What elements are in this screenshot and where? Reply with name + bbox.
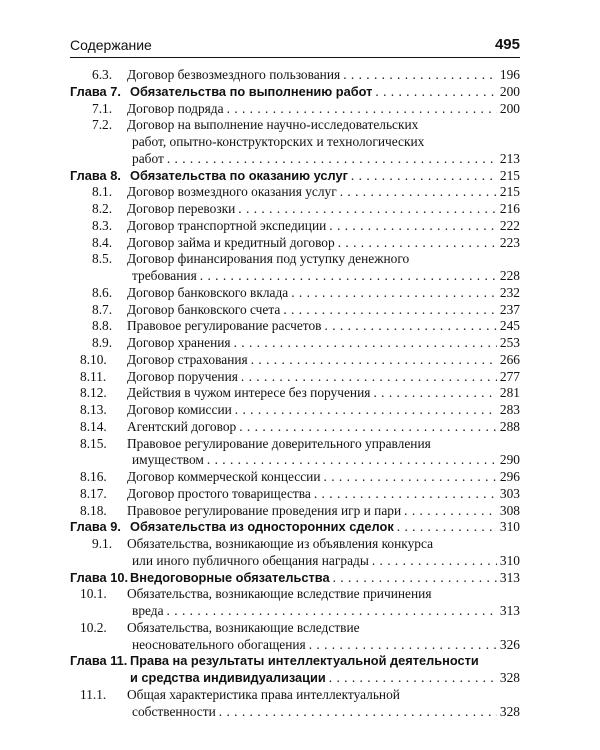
toc-chapter-line: [70, 570, 520, 587]
toc-page-number: 266: [499, 351, 520, 367]
section-number: 8.17.: [80, 485, 107, 501]
toc-entry-line: [70, 218, 520, 235]
toc-page-number: 328: [499, 670, 520, 685]
toc-entry-line: [70, 553, 520, 570]
section-title: или иного публичного обещания награды: [132, 552, 369, 568]
toc-page-number: 313: [499, 603, 520, 618]
dot-leader: [200, 268, 497, 285]
toc-entry-line: [70, 486, 520, 503]
section-number: 8.5.: [92, 251, 113, 267]
section-title: Агентский договор: [127, 418, 237, 434]
dot-leader: [207, 452, 497, 469]
toc-entry-line: [70, 536, 520, 553]
section-title: неосновательного обогащения: [132, 636, 306, 652]
dot-leader: [372, 553, 497, 570]
dot-leader: [314, 486, 497, 503]
section-title: Общая характеристика права интеллектуальной: [127, 686, 400, 702]
section-number: 8.13.: [80, 402, 107, 417]
dot-leader: [283, 302, 497, 319]
toc-page-number: 213: [499, 150, 520, 166]
section-number: 8.9.: [92, 335, 113, 350]
section-number: 9.1.: [92, 536, 113, 551]
dot-leader: [238, 201, 497, 218]
dot-leader: [404, 503, 497, 520]
dot-leader: [343, 67, 497, 84]
section-title: Договор займа и кредитный договор: [127, 234, 335, 250]
section-title: Договор перевозки: [127, 201, 236, 216]
toc-entry-line: [70, 318, 520, 335]
toc-page-number: 223: [499, 234, 520, 250]
dot-leader: [373, 385, 496, 402]
toc-entry-line: [70, 352, 520, 369]
toc-page-number: 232: [499, 284, 520, 300]
section-title: имуществом: [132, 452, 204, 468]
section-title: Договор финансирования под уступку денежного: [127, 251, 410, 267]
chapter-title: Обязательства из односторонних сделок: [130, 519, 394, 535]
toc-entry-line: [70, 101, 520, 118]
section-number: 8.7.: [92, 301, 113, 317]
toc-chapter-line: [70, 519, 520, 536]
section-title: работ, опытно-конструкторских и технологических: [132, 134, 425, 149]
chapter-number: Глава 8.: [70, 167, 121, 183]
toc-entry-line: [70, 419, 520, 436]
chapter-title: Обязательства по выполнению работ: [130, 83, 373, 99]
section-title: Договор банковского счета: [127, 301, 281, 317]
toc-page-number: 290: [499, 452, 520, 468]
section-title: работ: [132, 150, 164, 166]
toc-chapter-line: [70, 670, 520, 687]
section-number: 8.11.: [80, 368, 107, 384]
toc-entry-line: [70, 151, 520, 168]
toc-entry-line: [70, 117, 520, 134]
chapter-title: Внедоговорные обязательства: [130, 569, 330, 585]
section-title: Действия в чужом интересе без поручения: [127, 385, 371, 401]
dot-leader: [329, 218, 497, 235]
toc-page-number: 283: [499, 402, 520, 417]
section-number: 8.2.: [92, 201, 113, 216]
section-number: 10.1.: [80, 586, 107, 602]
section-title: Договор безвозмездного пользования: [127, 67, 341, 82]
toc-page-number: 237: [499, 301, 520, 317]
section-title: Договор коммерческой концессии: [127, 469, 321, 484]
section-number: 6.3.: [92, 67, 113, 82]
section-number: 8.15.: [80, 435, 107, 451]
dot-leader: [351, 168, 497, 185]
toc-page-number: 215: [499, 184, 520, 200]
toc-entry-line: [70, 637, 520, 654]
section-title: Договор хранения: [127, 335, 231, 350]
section-title: Договор возмездного оказания услуг: [127, 184, 337, 200]
section-title: Договор на выполнение научно-исследовательских: [127, 117, 419, 133]
section-number: 7.2.: [92, 117, 113, 133]
toc-page-number: 310: [499, 519, 520, 535]
chapter-title: Обязательства по оказанию услуг: [130, 167, 348, 183]
dot-leader: [291, 285, 497, 302]
toc-page-number: 216: [499, 201, 520, 216]
section-number: 8.16.: [80, 469, 107, 484]
toc-entry-line: [70, 704, 520, 721]
toc-page-number: 303: [499, 485, 520, 501]
section-number: 8.3.: [92, 217, 113, 233]
toc-chapter-line: [70, 84, 520, 101]
table-of-contents: [70, 67, 520, 720]
toc-entry-line: [70, 201, 520, 218]
toc-page-number: 253: [499, 335, 520, 350]
toc-page-number: 310: [499, 552, 520, 568]
toc-page-number: 296: [499, 469, 520, 484]
toc-page-number: 308: [499, 502, 520, 518]
page-number: 495: [494, 36, 520, 53]
section-title: Договор комиссии: [127, 402, 232, 417]
toc-page-number: 196: [499, 67, 520, 82]
running-title: Содержание: [70, 37, 152, 53]
chapter-number: Глава 9.: [70, 519, 121, 535]
toc-entry-line: [70, 251, 520, 268]
toc-entry-line: [70, 184, 520, 201]
toc-entry-line: [70, 385, 520, 402]
section-number: 8.18.: [80, 502, 107, 518]
toc-chapter-line: [70, 653, 520, 670]
toc-page-number: 281: [499, 385, 520, 401]
section-number: 8.8.: [92, 318, 113, 334]
toc-page-number: 245: [499, 318, 520, 334]
section-title: Правовое регулирование расчетов: [127, 318, 322, 334]
toc-entry-line: [70, 335, 520, 352]
page-header: [70, 36, 520, 58]
dot-leader: [239, 419, 497, 436]
dot-leader: [325, 318, 497, 335]
section-title: собственности: [132, 703, 216, 719]
toc-page-number: 222: [499, 217, 520, 233]
toc-page-number: 328: [499, 703, 520, 719]
section-number: 8.12.: [80, 385, 107, 401]
toc-entry-line: [70, 452, 520, 469]
dot-leader: [251, 352, 497, 369]
toc-entry-line: [70, 285, 520, 302]
dot-leader: [329, 670, 497, 687]
section-title: требования: [132, 268, 197, 283]
toc-entry-line: [70, 402, 520, 419]
dot-leader: [167, 151, 497, 168]
toc-page-number: 277: [499, 368, 520, 384]
section-title: Договор транспортной экспедиции: [127, 217, 327, 233]
toc-entry-line: [70, 134, 520, 151]
section-title: Договор страхования: [127, 351, 248, 367]
dot-leader: [234, 335, 497, 352]
toc-entry-line: [70, 369, 520, 386]
toc-entry-line: [70, 67, 520, 84]
toc-page-number: 200: [499, 83, 520, 99]
chapter-number: Глава 11.: [70, 653, 128, 669]
toc-page-number: 326: [499, 636, 520, 652]
section-number: 10.2.: [80, 619, 107, 635]
dot-leader: [167, 603, 497, 620]
dot-leader: [219, 704, 497, 721]
dot-leader: [340, 184, 497, 201]
dot-leader: [333, 570, 497, 587]
toc-entry-line: [70, 503, 520, 520]
toc-entry-line: [70, 469, 520, 486]
header-rule: [70, 57, 520, 58]
chapter-number: Глава 7.: [70, 83, 121, 99]
toc-entry-line: [70, 268, 520, 285]
section-number: 8.1.: [92, 184, 113, 200]
toc-entry-line: [70, 586, 520, 603]
chapter-title: и средства индивидуализации: [130, 670, 326, 685]
dot-leader: [309, 637, 497, 654]
dot-leader: [397, 519, 497, 536]
section-title: Договор поручения: [127, 368, 238, 384]
section-title: Обязательства, возникающие вследствие: [127, 619, 360, 635]
section-title: вреда: [132, 603, 164, 618]
section-number: 11.1.: [80, 686, 107, 702]
dot-leader: [235, 402, 497, 419]
toc-page-number: 313: [499, 569, 520, 585]
toc-page-number: 200: [499, 100, 520, 116]
section-title: Обязательства, возникающие из объявления конкурса: [127, 536, 434, 551]
toc-chapter-line: [70, 168, 520, 185]
section-title: Обязательства, возникающие вследствие причинения: [127, 586, 432, 602]
section-title: Правовое регулирование доверительного управления: [127, 435, 431, 451]
toc-entry-line: [70, 436, 520, 453]
toc-entry-line: [70, 687, 520, 704]
section-title: Договор подряда: [127, 100, 224, 116]
section-number: 8.6.: [92, 284, 113, 300]
dot-leader: [324, 469, 497, 486]
toc-page-number: 228: [499, 268, 520, 283]
toc-page-number: 215: [499, 167, 520, 183]
toc-entry-line: [70, 235, 520, 252]
section-number: 8.14.: [80, 418, 107, 434]
dot-leader: [241, 369, 497, 386]
chapter-number: Глава 10.: [70, 569, 129, 585]
section-number: 8.10.: [80, 351, 107, 367]
section-title: Правовое регулирование проведения игр и пари: [127, 502, 402, 518]
section-number: 8.4.: [92, 234, 113, 250]
chapter-title: Права на результаты интеллектуальной деятельности: [130, 653, 479, 669]
toc-entry-line: [70, 620, 520, 637]
section-title: Договор банковского вклада: [127, 284, 289, 300]
toc-page-number: 288: [499, 418, 520, 434]
toc-entry-line: [70, 603, 520, 620]
section-number: 7.1.: [92, 100, 113, 116]
dot-leader: [338, 235, 497, 252]
dot-leader: [375, 84, 497, 101]
dot-leader: [227, 101, 497, 118]
toc-entry-line: [70, 302, 520, 319]
section-title: Договор простого товарищества: [127, 485, 311, 501]
